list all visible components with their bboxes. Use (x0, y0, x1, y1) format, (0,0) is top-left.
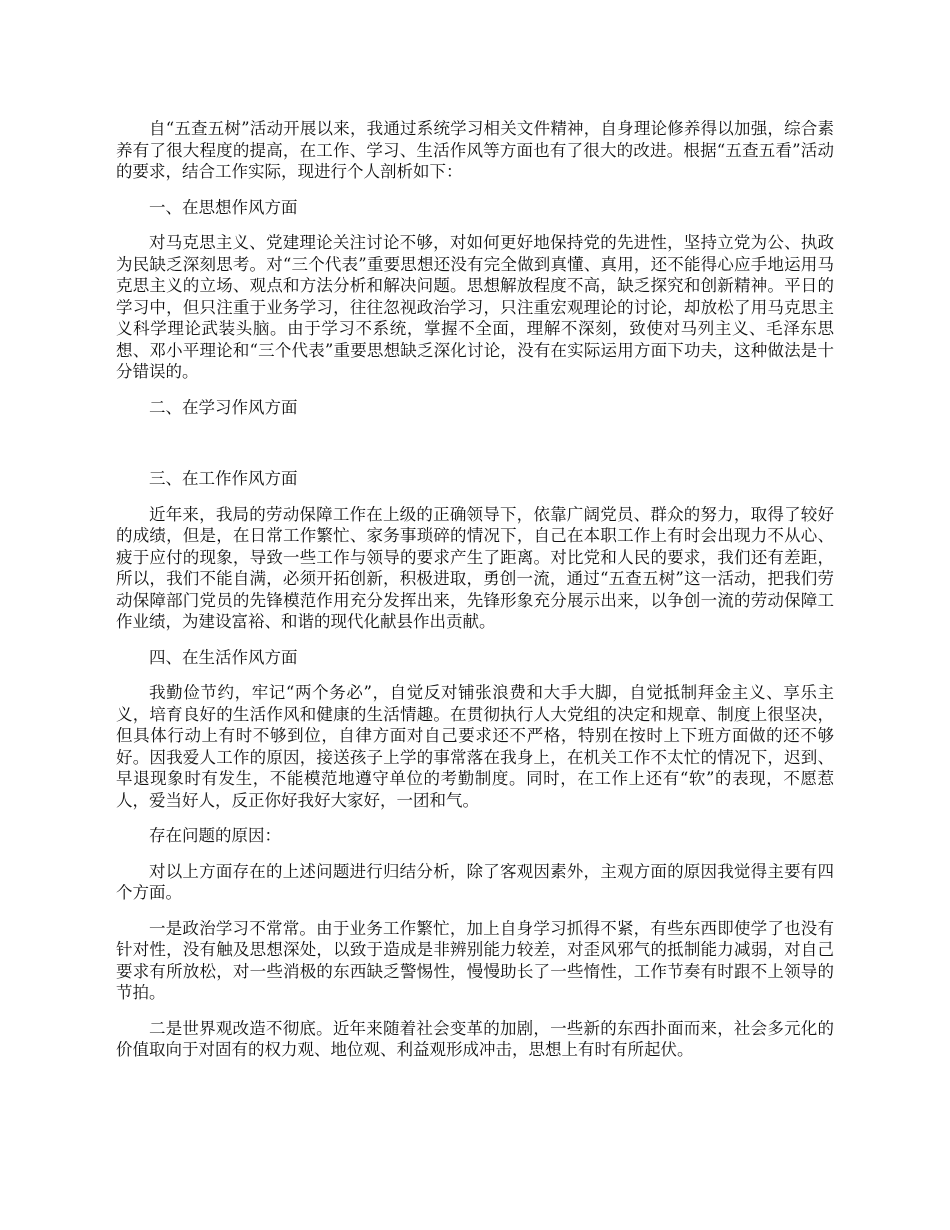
section-heading-work: 三、在工作作风方面 (149, 469, 298, 488)
section-heading-thought: 一、在思想作风方面 (149, 197, 298, 217)
section-heading-causes: 存在问题的原因： (149, 826, 281, 845)
blank-spacer (116, 432, 834, 468)
paragraph-causes-summary: 对以上方面存在的上述问题进行归结分析，除了客观因素外，主观方面的原因我觉得主要有四个方面。 (116, 861, 834, 902)
section-heading-study: 二、在学习作风方面 (149, 397, 298, 417)
paragraph-work: 近年来，我局的劳动保障工作在上级的正确领导下，依靠广阔党员、群众的努力，取得了较好的成绩，但是，在日常工作繁忙、家务事琐碎的情况下，自己在本职工作上有时会出现力不从心、疲于应付的现象，导致一些工作与领导的要求产生了距离。对比党和人民的要求，我们还有差距，所以，我们不能自满，必须开拓创新，积极进取，勇创一流，通过“五查五树”这一活动，把我们劳动保障部门党员的先锋模范作用充分发挥出来，先锋形象充分展示出来，以争创一流的劳动保障工作业绩，为建设富裕、和谐的现代化献县作出贡献。 (116, 504, 834, 631)
paragraph-cause-one: 一是政治学习不常常。由于业务工作繁忙，加上自身学习抓得不紧，有些东西即使学了也没有针对性，没有触及思想深处，以致于造成是非辨别能力较差，对歪风邪气的抵制能力减弱，对自己要求有所放松，对一些消极的东西缺乏警惕性，慢慢助长了一些惰性，工作节奏有时跟不上领导的节拍。 (116, 918, 834, 1002)
intro-paragraph: 自“五查五树”活动开展以来，我通过系统学习相关文件精神，自身理论修养得以加强，综合素养有了很大程度的提高，在工作、学习、生活作风等方面也有了很大的改进。根据“五查五看”活动的要求，结合工作实际，现进行个人剖析如下： (116, 119, 834, 181)
paragraph-thought: 对马克思主义、党建理论关注讨论不够，对如何更好地保持党的先进性，坚持立党为公、执政为民缺乏深刻思考。对“三个代表”重要思想还没有完全做到真懂、真用，还不能得心应手地运用马克思主义的立场、观点和方法分析和解决问题。思想解放程度不高，缺乏探究和创新精神。平日的学习中，但只注重于业务学习，往往忽视政治学习，只注重宏观理论的讨论，却放松了用马克思主义科学理论武装头脑。由于学习不系统，掌握不全面，理解不深刻，致使对马列主义、毛泽东思想、邓小平理论和“三个代表”重要思想缺乏深化讨论，没有在实际运用方面下功夫，这种做法是十分错误的。 (116, 233, 834, 381)
section-heading-life: 四、在生活作风方面 (149, 647, 298, 667)
paragraph-life: 我勤俭节约，牢记“两个务必”，自觉反对铺张浪费和大手大脚，自觉抵制拜金主义、享乐主义，培育良好的生活作风和健康的生活情趣。在贯彻执行人大党组的决定和规章、制度上很坚决，但具体行动上有时不够到位，自律方面对自己要求还不严格，特别在按时上下班方面做的还不够好。因我爱人工作的原因，接送孩子上学的事常落在我身上，在机关工作不太忙的情况下，迟到、早退现象时有发生，不能模范地遵守单位的考勤制度。同时，在工作上还有“软”的表现，不愿惹人，爱当好人，反正你好我好大家好，一团和气。 (116, 683, 834, 810)
document-body (116, 118, 834, 1075)
paragraph-cause-two: 二是世界观改造不彻底。近年来随着社会变革的加剧，一些新的东西扑面而来，社会多元化的价值取向于对固有的权力观、地位观、利益观形成冲击，思想上有时有所起伏。 (116, 1018, 834, 1059)
